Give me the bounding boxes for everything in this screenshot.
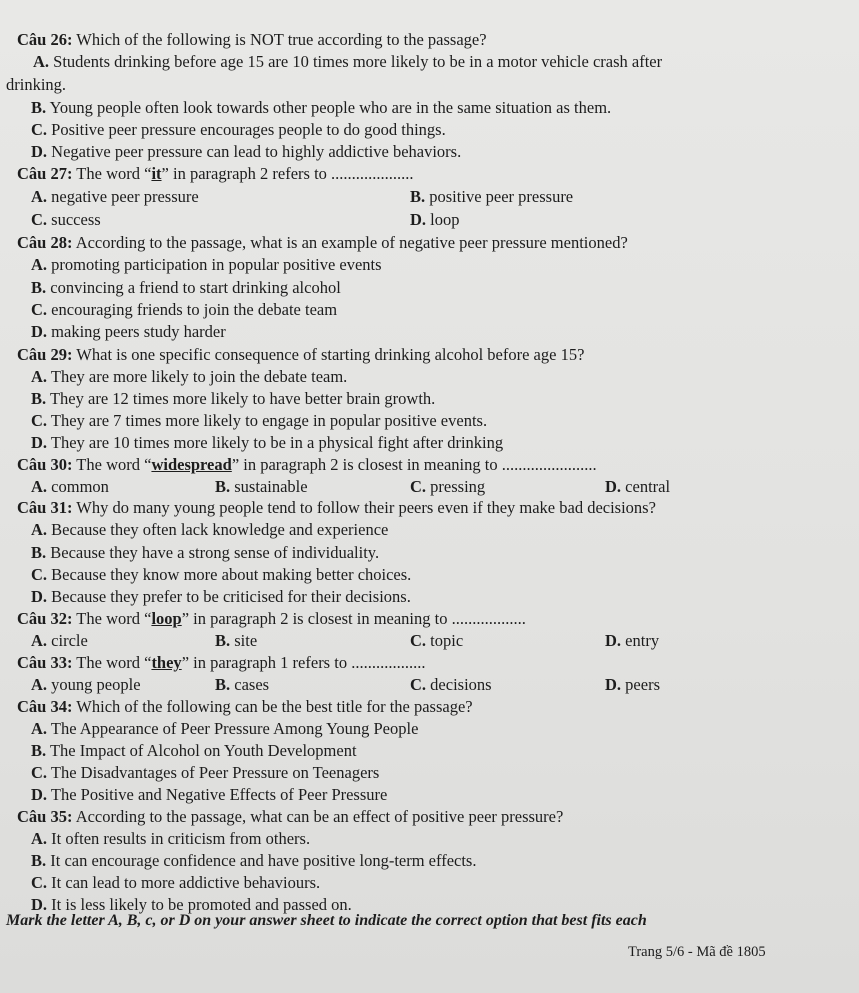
q29-option-d: D. They are 10 times more likely to be in a physical fight after drinking [31,433,504,452]
q27-option-a: A. negative peer pressure [31,187,199,206]
q30-option-b: B. sustainable [215,477,308,496]
q35-option-a: A. It often results in criticism from others. [31,829,311,848]
q35-option-b: B. It can encourage confidence and have positive long-term effects. [31,851,477,870]
question-32: Câu 32: The word “loop” in paragraph 2 is closest in meaning to .................. [17,609,526,628]
q31-option-c: C. Because they know more about making better choices. [31,565,412,584]
q28-option-b: B. convincing a friend to start drinking alcohol [31,278,341,297]
q35-option-d: D. It is less likely to be promoted and passed on. [31,895,352,914]
question-29: Câu 29: What is one specific consequence of starting drinking alcohol before age 15? [17,345,585,364]
question-34: Câu 34: Which of the following can be the best title for the passage? [17,697,473,716]
question-31: Câu 31: Why do many young people tend to follow their peers even if they make bad decisions? [17,498,656,517]
q31-option-a: A. Because they often lack knowledge and experience [31,520,389,539]
q34-option-c: C. The Disadvantages of Peer Pressure on Teenagers [31,763,380,782]
q34-option-a: A. The Appearance of Peer Pressure Among Young People [31,719,419,738]
page-footer: Trang 5/6 - Mã đề 1805 [628,944,766,960]
q33-option-d: D. peers [605,675,660,694]
q33-option-b: B. cases [215,675,270,694]
q27-option-b: B. positive peer pressure [410,187,574,206]
q33-option-a: A. young people [31,675,141,694]
q27-option-c: C. success [31,210,101,229]
q28-option-a: A. promoting participation in popular positive events [31,255,382,274]
q30-option-d: D. central [605,477,671,496]
question-27: Câu 27: The word “it” in paragraph 2 refers to .................... [17,164,414,183]
q31-option-b: B. Because they have a strong sense of individuality. [31,543,380,562]
q26-option-a: A. Students drinking before age 15 are 10 times more likely to be in a motor vehicle crash after [33,52,663,71]
question-26: Câu 26: Which of the following is NOT true according to the passage? [17,30,487,49]
question-33: Câu 33: The word “they” in paragraph 1 refers to .................. [17,653,426,672]
q26-option-d: D. Negative peer pressure can lead to highly addictive behaviors. [31,142,462,161]
q26-option-c: C. Positive peer pressure encourages people to do good things. [31,120,446,139]
q26-option-b: B. Young people often look towards other people who are in the same situation as them. [31,98,612,117]
q27-option-d: D. loop [410,210,460,229]
q34-option-b: B. The Impact of Alcohol on Youth Development [31,741,357,760]
section-instruction: Mark the letter A, B, c, or D on your answer sheet to indicate the correct option that best fits each [6,912,647,929]
q29-option-a: A. They are more likely to join the debate team. [31,367,348,386]
q28-option-d: D. making peers study harder [31,322,226,341]
q30-option-a: A. common [31,477,109,496]
q32-option-a: A. circle [31,631,88,650]
question-28: Câu 28: According to the passage, what is an example of negative peer pressure mentioned? [17,233,628,252]
q29-option-b: B. They are 12 times more likely to have better brain growth. [31,389,436,408]
q32-option-d: D. entry [605,631,660,650]
q29-option-c: C. They are 7 times more likely to engage in popular positive events. [31,411,488,430]
q30-option-c: C. pressing [410,477,486,496]
q35-option-c: C. It can lead to more addictive behaviours. [31,873,321,892]
q34-option-d: D. The Positive and Negative Effects of Peer Pressure [31,785,388,804]
q31-option-d: D. Because they prefer to be criticised for their decisions. [31,587,411,606]
q32-option-b: B. site [215,631,258,650]
question-30: Câu 30: The word “widespread” in paragraph 2 is closest in meaning to ....................... [17,455,597,474]
q26-option-a-continued: drinking. [6,75,67,94]
q28-option-c: C. encouraging friends to join the debate team [31,300,338,319]
question-35: Câu 35: According to the passage, what can be an effect of positive peer pressure? [17,807,564,826]
q32-option-c: C. topic [410,631,464,650]
q33-option-c: C. decisions [410,675,492,694]
